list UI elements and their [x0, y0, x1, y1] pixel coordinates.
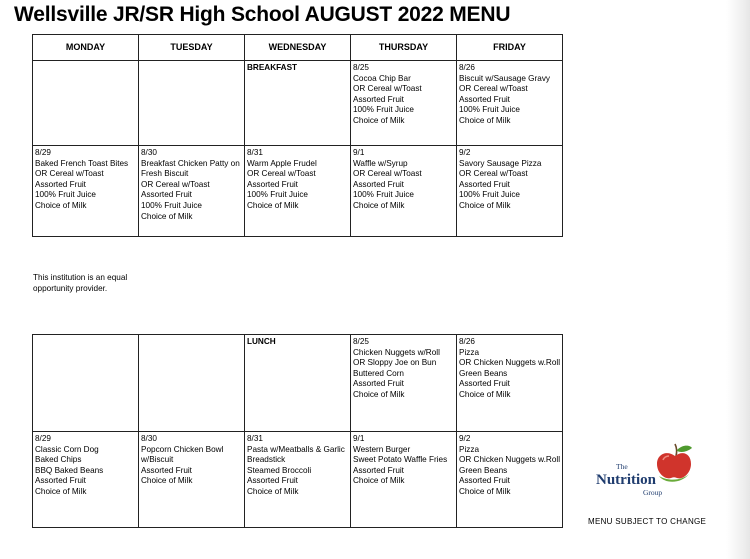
menu-item: Assorted Fruit [353, 179, 404, 189]
menu-item: w/Biscuit [141, 455, 174, 465]
apple-icon [593, 440, 703, 510]
page-edge-shadow [726, 0, 750, 559]
header-row [33, 35, 563, 61]
menu-item: Waffle w/Syrup [353, 158, 408, 168]
menu-item: Assorted Fruit [247, 476, 298, 486]
menu-item: Choice of Milk [353, 200, 405, 210]
menu-item: Assorted Fruit [459, 179, 510, 189]
menu-cell [457, 61, 563, 146]
menu-cell [457, 432, 563, 528]
menu-item: OR Sloppy Joe on Bun [353, 358, 437, 368]
week-row [33, 146, 563, 237]
menu-item: 100% Fruit Juice [353, 105, 414, 115]
day-header-monday: MONDAY [33, 35, 139, 61]
menu-item: Sweet Potato Waffle Fries [353, 455, 448, 465]
menu-item: OR Chicken Nuggets w.Roll [459, 455, 561, 465]
menu-cell [33, 335, 139, 432]
menu-item: 100% Fruit Juice [35, 190, 96, 200]
menu-item: Buttered Corn [353, 368, 404, 378]
menu-item: 100% Fruit Juice [353, 190, 414, 200]
menu-item: Assorted Fruit [459, 476, 510, 486]
menu-item: Pizza [459, 347, 480, 357]
menu-item: Choice of Milk [353, 476, 405, 486]
menu-date: 8/25 [353, 337, 369, 346]
menu-item: Warm Apple Frudel [247, 158, 317, 168]
menu-item: 100% Fruit Juice [247, 190, 308, 200]
menu-item: Assorted Fruit [353, 465, 404, 475]
menu-cell [245, 146, 351, 237]
menu-item: Cocoa Chip Bar [353, 73, 411, 83]
menu-cell [351, 335, 457, 432]
menu-item: Choice of Milk [459, 486, 511, 496]
menu-item: Popcorn Chicken Bowl [141, 444, 224, 454]
menu-date: 8/31 [247, 148, 263, 157]
menu-item: Green Beans [459, 465, 508, 475]
menu-item: Western Burger [353, 444, 411, 454]
menu-item: Chicken Nuggets w/Roll [353, 347, 440, 357]
logo-text-group: Group [643, 488, 663, 497]
menu-item: 100% Fruit Juice [459, 105, 520, 115]
breakfast-menu-table [32, 34, 563, 237]
menu-date: 9/2 [459, 148, 471, 157]
menu-date: 8/26 [459, 63, 475, 72]
menu-cell [139, 146, 245, 237]
week-row [33, 335, 563, 432]
menu-item: Choice of Milk [247, 486, 299, 496]
menu-cell [351, 432, 457, 528]
menu-cell [33, 146, 139, 237]
menu-item: OR Chicken Nuggets w.Roll [459, 358, 561, 368]
menu-date: 8/29 [35, 434, 51, 443]
logo-text-the: The [616, 462, 628, 471]
menu-item: Biscuit w/Sausage Gravy [459, 73, 551, 83]
menu-cell [245, 432, 351, 528]
menu-date: 9/2 [459, 434, 471, 443]
menu-item: 100% Fruit Juice [459, 190, 520, 200]
day-header-friday: FRIDAY [457, 35, 563, 61]
menu-item: BBQ Baked Beans [35, 465, 104, 475]
menu-item: Pasta w/Meatballs & Garlic [247, 444, 345, 454]
menu-date: 8/30 [141, 148, 157, 157]
menu-item: Assorted Fruit [459, 94, 510, 104]
menu-cell [33, 432, 139, 528]
menu-item: Choice of Milk [141, 211, 193, 221]
menu-item: Savory Sausage Pizza [459, 158, 542, 168]
menu-date: 8/30 [141, 434, 157, 443]
menu-item: Assorted Fruit [35, 179, 86, 189]
week-row [33, 432, 563, 528]
menu-cell [351, 61, 457, 146]
menu-item: Assorted Fruit [353, 94, 404, 104]
menu-cell [245, 61, 351, 146]
menu-item: OR Cereal w/Toast [35, 169, 104, 179]
menu-cell [457, 335, 563, 432]
nutrition-group-logo [593, 440, 703, 510]
menu-item: 100% Fruit Juice [141, 200, 202, 210]
menu-date: 8/26 [459, 337, 475, 346]
menu-date: 8/25 [353, 63, 369, 72]
menu-item: Assorted Fruit [353, 379, 404, 389]
lunch-menu-table [32, 334, 563, 528]
equal-opportunity-notice: This institution is an equal opportunity provider. [33, 273, 128, 293]
menu-item: OR Cereal w/Toast [353, 84, 422, 94]
week-row [33, 61, 563, 146]
menu-item: Choice of Milk [141, 476, 193, 486]
menu-subject-to-change-note: MENU SUBJECT TO CHANGE [588, 517, 707, 526]
day-header-thursday: THURSDAY [351, 35, 457, 61]
menu-item: Pizza [459, 444, 480, 454]
menu-cell [139, 432, 245, 528]
menu-item: Fresh Biscuit [141, 169, 189, 179]
menu-item: OR Cereal w/Toast [459, 169, 528, 179]
menu-item: Choice of Milk [459, 389, 511, 399]
menu-cell [245, 335, 351, 432]
menu-item: Choice of Milk [35, 200, 87, 210]
menu-date: 8/31 [247, 434, 263, 443]
menu-date: 8/29 [35, 148, 51, 157]
menu-cell [351, 146, 457, 237]
menu-item: Breakfast Chicken Patty on [141, 158, 240, 168]
logo-text-nutrition: Nutrition [596, 472, 656, 488]
menu-item: Assorted Fruit [247, 179, 298, 189]
menu-item: Assorted Fruit [141, 190, 192, 200]
menu-item: Choice of Milk [459, 115, 511, 125]
menu-cell [457, 146, 563, 237]
menu-item: Baked French Toast Bites [35, 158, 129, 168]
menu-item: Green Beans [459, 368, 508, 378]
menu-item: Choice of Milk [459, 200, 511, 210]
lunch-label: LUNCH [247, 337, 276, 346]
menu-cell [33, 61, 139, 146]
menu-item: Breadstick [247, 455, 286, 465]
menu-item: OR Cereal w/Toast [141, 179, 210, 189]
menu-item: Baked Chips [35, 455, 82, 465]
page-title: Wellsville JR/SR High School AUGUST 2022 MENU [14, 3, 511, 26]
day-header-tuesday: TUESDAY [139, 35, 245, 61]
day-header-wednesday: WEDNESDAY [245, 35, 351, 61]
menu-item: Steamed Broccoli [247, 465, 312, 475]
breakfast-label: BREAKFAST [247, 63, 298, 72]
menu-item: Choice of Milk [35, 486, 87, 496]
menu-item: Assorted Fruit [459, 379, 510, 389]
menu-item: Choice of Milk [353, 115, 405, 125]
menu-cell [139, 61, 245, 146]
menu-item: Assorted Fruit [35, 476, 86, 486]
menu-item: OR Cereal w/Toast [353, 169, 422, 179]
menu-date: 9/1 [353, 434, 365, 443]
menu-date: 9/1 [353, 148, 365, 157]
menu-item: Assorted Fruit [141, 465, 192, 475]
menu-item: OR Cereal w/Toast [247, 169, 316, 179]
menu-item: OR Cereal w/Toast [459, 84, 528, 94]
menu-item: Choice of Milk [247, 200, 299, 210]
menu-cell [139, 335, 245, 432]
menu-item: Choice of Milk [353, 389, 405, 399]
menu-item: Classic Corn Dog [35, 444, 99, 454]
